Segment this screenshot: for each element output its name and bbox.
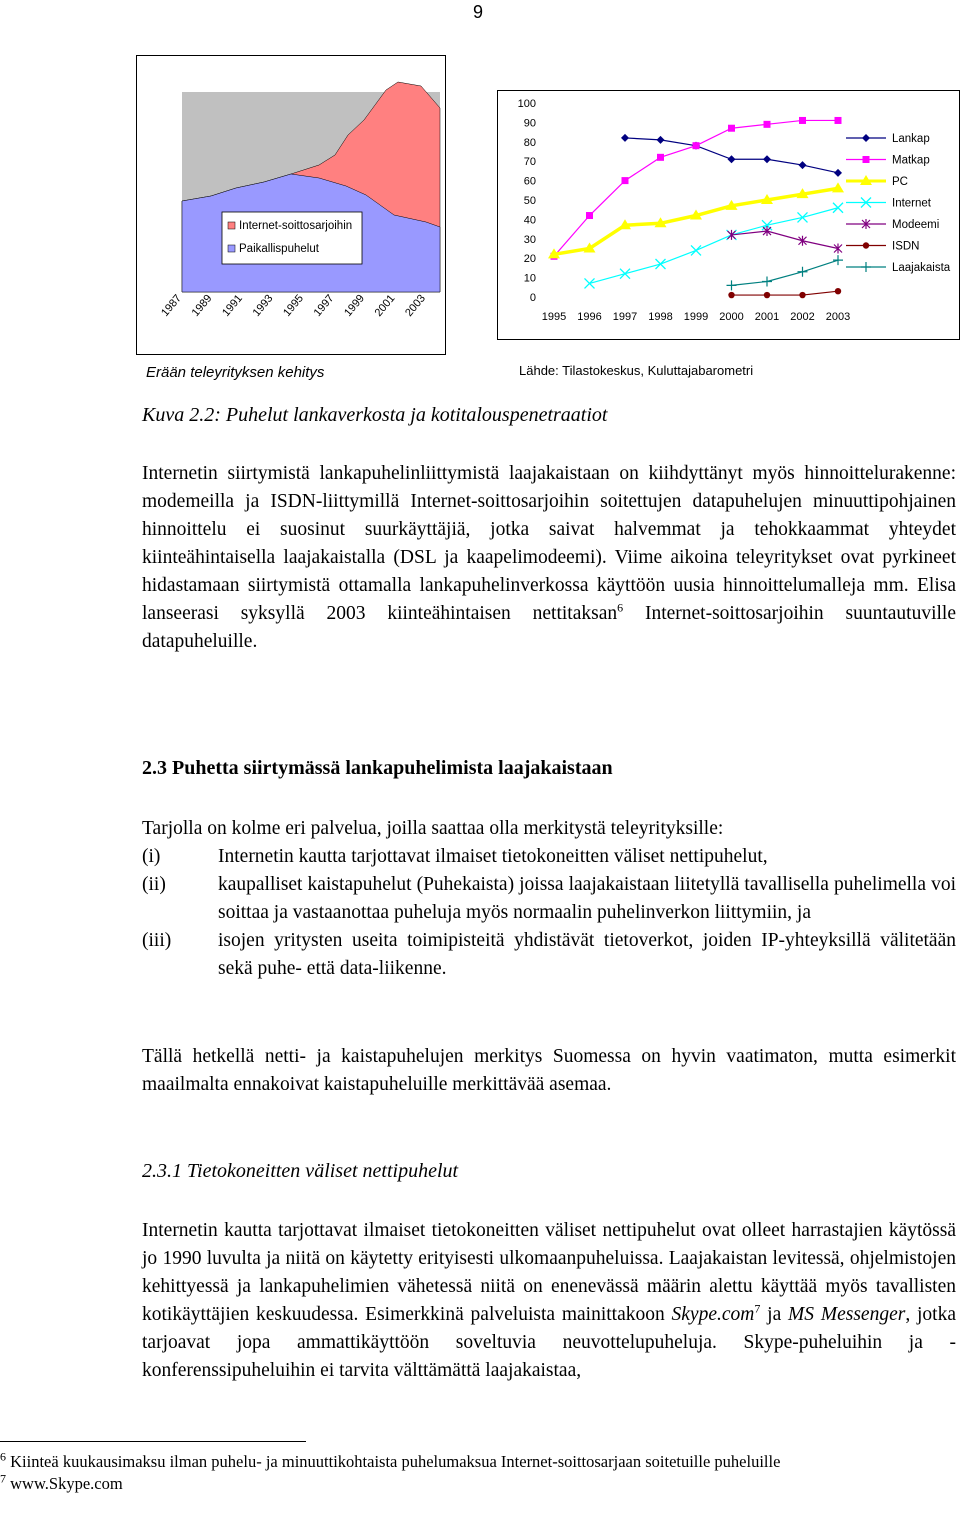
- x-tick-label: 2002: [790, 311, 815, 323]
- y-tick-label: 20: [523, 253, 536, 266]
- area-x-tick-label: 1987: [159, 292, 185, 319]
- list-num: (i): [142, 846, 161, 867]
- data-point: [693, 142, 700, 149]
- area-x-tick-label: 1991: [220, 292, 246, 319]
- paragraph-2-3-1: [142, 1217, 956, 1385]
- data-point: [586, 212, 593, 219]
- y-tick-label: 60: [523, 175, 536, 188]
- x-tick-label: 2000: [719, 311, 744, 323]
- legend-label: Lankap: [892, 133, 930, 145]
- para1-text-b: Internet-soittosarjoihin suuntautuville datapuheluille.: [142, 603, 956, 652]
- x-tick-label: 1999: [683, 311, 709, 323]
- data-point: [728, 292, 734, 298]
- data-point: [835, 117, 842, 124]
- footnote-6: [0, 1451, 955, 1473]
- list-text: isojen yritysten useita toimipisteitä yhdistävät tietoverkot, joiden IP-yhteyksillä välitetään sekä puhe- että data-liikenne.: [218, 930, 956, 979]
- footnote-text: www.Skype.com: [6, 1474, 123, 1493]
- list-num: (ii): [142, 874, 166, 895]
- section-heading-2-3-1: 2.3.1 Tietokoneitten väliset nettipuhelut: [142, 1160, 459, 1182]
- area-x-tick-label: 1995: [281, 292, 307, 319]
- legend-swatch-paikallis: [228, 245, 235, 252]
- x-tick-label: 1997: [612, 311, 638, 323]
- x-tick-label: 1995: [541, 311, 567, 323]
- footnote-7: [0, 1473, 955, 1495]
- footnote-num: 7: [0, 1471, 6, 1486]
- area-x-tick-label: 1993: [250, 292, 276, 319]
- list-text: Internetin kautta tarjottavat ilmaiset tietokoneitten väliset nettipuhelut,: [218, 846, 768, 867]
- data-point: [622, 177, 629, 184]
- para231-a: Internetin kautta tarjottavat ilmaiset tietokoneitten väliset nettipuhelut ovat olleet harrastajien käytössä jo 1990 luvulta ja niitä on käytetty erityisesti ulkomaanpuheluissa. Laajakaistan levitessä, ohjelmistojen kehittyessä ja lankapuhelimien vähetessä niitä on enenevässä määrin alettu käyttää myös tavallisten kotikäyttäjien keskuudessa. Esimerkkinä palveluista mainittakoon: [142, 1220, 956, 1325]
- footnote-text: Kiinteä kuukausimaksu ilman puhelu- ja minuuttikohtaista puhelumaksua Internet-soittosarjaan soitetuille puheluille: [6, 1452, 781, 1471]
- x-tick-label: 1996: [577, 311, 602, 323]
- section-2-3-body: [142, 815, 956, 983]
- figure-caption: Kuva 2.2: Puhelut lankaverkosta ja kotitalouspenetraatiot: [142, 404, 608, 426]
- legend-marker: [863, 242, 869, 248]
- y-tick-label: 50: [523, 195, 536, 207]
- para1-text-a: Internetin siirtymistä lankapuhelinliittymistä laajakaistaan on kiihdyttänyt myös hinnoittelurakenne: modemeilla ja ISDN-liittymillä Internet-soittosarjoihin soitettujen datapuhelujen minuuttipohjainen hinnoittelu ei suosinut suurkäyttäjiä, jotka saivat halvemmat ja tehokkaammat yhteydet kiinteähintaisella laajakaistalla (DSL ja kaapelimodeemi). Viime aikoina teleyritykset ovat pyrkineet hidastamaan siirtymistä ottamalla lankapuhelinverkossa käyttöön uusia hinnoittelumalleja mm. Elisa lanseerasi syksyllä 2003 kiinteähintaisen nettitaksan: [142, 463, 956, 624]
- x-tick-label: 2003: [825, 311, 851, 323]
- legend-paikallispuhelut: Paikallispuhelut: [239, 243, 319, 255]
- section-2-3-intro: Tarjolla on kolme eri palvelua, joilla saattaa olla merkitystä teleyrityksille:: [142, 818, 724, 839]
- section-heading-2-3: 2.3 Puhetta siirtymässä lankapuhelimista laajakaistaan: [142, 757, 613, 779]
- data-point: [728, 125, 735, 132]
- footnote-ref-7: 7: [754, 1301, 761, 1316]
- y-tick-label: 30: [523, 233, 536, 246]
- area-x-tick-label: 1997: [311, 292, 337, 319]
- line-chart: [497, 90, 960, 340]
- area-x-tick-label: 2003: [403, 292, 429, 319]
- y-tick-label: 0: [529, 292, 536, 304]
- msn-text: MS Messenger: [788, 1304, 906, 1325]
- list-item: [142, 843, 956, 871]
- footnotes: [0, 1451, 955, 1495]
- data-point: [764, 292, 770, 298]
- list-text: kaupalliset kaistapuhelut (Puhekaista) joissa laajakaistaan liitetyllä tavallisella puhelimella voi soittaa ja vastaanottaa puheluja myös normaalin puhelinverkon liittymiin, ja: [218, 874, 956, 923]
- data-point: [657, 154, 664, 161]
- para231-b: ja: [760, 1304, 789, 1325]
- footnote-ref-6: 6: [617, 600, 624, 615]
- list-item: [142, 927, 956, 983]
- paragraph-2-3b: Tällä hetkellä netti- ja kaistapuhelujen merkitys Suomessa on hyvin vaatimaton, mutta esimerkit maailmalta ennakoivat kaistapuheluille merkittävää asemaa.: [142, 1046, 956, 1095]
- legend-marker: [863, 156, 870, 163]
- x-tick-label: 2001: [754, 311, 780, 323]
- y-tick-label: 100: [517, 98, 536, 110]
- x-tick-label: 1998: [648, 311, 673, 323]
- paragraph-1: [142, 460, 956, 656]
- y-tick-label: 10: [523, 272, 536, 285]
- y-tick-label: 80: [523, 136, 536, 149]
- y-tick-label: 40: [523, 214, 536, 227]
- para231-c: , jotka tarjoavat jopa ammattikäyttöön soveltuvia neuvottelupuheluja. Skype-puheluihin ja -konferenssipuheluihin ei tarvita välttämättä laajakaistaa,: [142, 1304, 956, 1381]
- data-point: [799, 292, 805, 298]
- page-number: 9: [473, 2, 484, 22]
- data-point: [764, 121, 771, 128]
- legend-label: Matkap: [892, 154, 930, 167]
- legend-label: Modeemi: [892, 219, 940, 231]
- legend-internet-soittosarjoihin: Internet-soittosarjoihin: [239, 220, 353, 232]
- legend-swatch-internet: [228, 222, 235, 229]
- data-point: [835, 288, 841, 294]
- y-tick-label: 90: [523, 117, 536, 130]
- footnote-num: 6: [0, 1449, 6, 1464]
- area-x-tick-label: 2001: [372, 292, 398, 319]
- legend-label: Internet: [892, 197, 931, 210]
- legend-label: PC: [892, 176, 908, 188]
- skype-link-text: Skype.com: [671, 1304, 755, 1325]
- area-x-tick-label: 1989: [189, 292, 215, 319]
- area-chart-caption: Erään teleyrityksen kehitys: [146, 364, 325, 381]
- area-chart: [136, 55, 446, 355]
- area-x-tick-label: 1999: [342, 292, 368, 319]
- footnote-divider: [0, 1441, 306, 1442]
- data-point: [799, 117, 806, 124]
- list-num: (iii): [142, 930, 172, 951]
- chart-source: Lähde: Tilastokeskus, Kuluttajabarometri: [519, 363, 754, 378]
- legend-label: ISDN: [892, 240, 920, 253]
- legend-label: Laajakaista: [892, 262, 951, 274]
- list-item: [142, 871, 956, 927]
- y-tick-label: 70: [523, 156, 536, 169]
